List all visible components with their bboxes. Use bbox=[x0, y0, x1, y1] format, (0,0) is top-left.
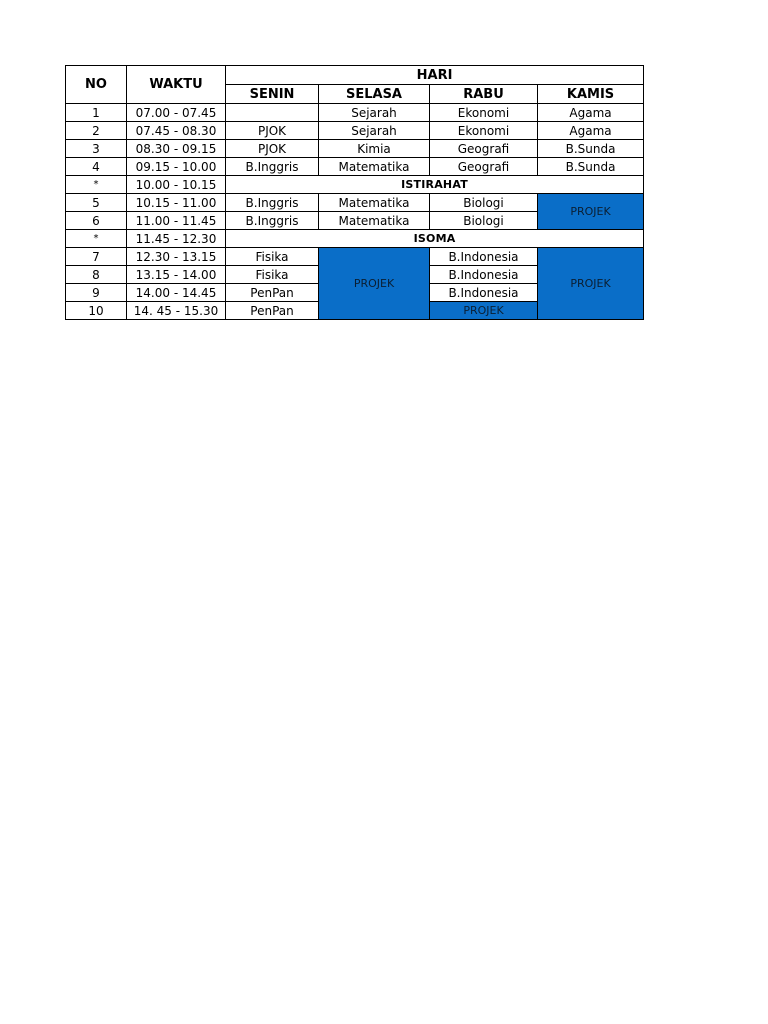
cell-no: * bbox=[66, 176, 127, 194]
table-row bbox=[66, 158, 644, 176]
cell-rabu: Ekonomi bbox=[430, 122, 538, 140]
cell-senin: PenPan bbox=[226, 284, 319, 302]
cell-waktu: 13.15 - 14.00 bbox=[127, 266, 226, 284]
table-row bbox=[66, 122, 644, 140]
cell-no: 4 bbox=[66, 158, 127, 176]
cell-senin bbox=[226, 104, 319, 122]
cell-rabu: B.Indonesia bbox=[430, 266, 538, 284]
cell-rabu: Geografi bbox=[430, 158, 538, 176]
cell-rabu: Ekonomi bbox=[430, 104, 538, 122]
cell-waktu: 10.00 - 10.15 bbox=[127, 176, 226, 194]
cell-no: 7 bbox=[66, 248, 127, 266]
header-selasa: SELASA bbox=[319, 85, 430, 104]
cell-senin: PJOK bbox=[226, 140, 319, 158]
cell-waktu: 09.15 - 10.00 bbox=[127, 158, 226, 176]
cell-kamis: B.Sunda bbox=[538, 140, 644, 158]
cell-kamis: Agama bbox=[538, 104, 644, 122]
schedule-table bbox=[65, 65, 644, 320]
cell-rabu: Geografi bbox=[430, 140, 538, 158]
cell-selasa: Matematika bbox=[319, 212, 430, 230]
cell-waktu: 07.45 - 08.30 bbox=[127, 122, 226, 140]
cell-projek-selasa: PROJEK bbox=[319, 248, 430, 320]
cell-selasa: Matematika bbox=[319, 158, 430, 176]
cell-rabu: B.Indonesia bbox=[430, 248, 538, 266]
cell-no: 10 bbox=[66, 302, 127, 320]
cell-rabu: Biologi bbox=[430, 212, 538, 230]
cell-waktu: 11.00 - 11.45 bbox=[127, 212, 226, 230]
table-row bbox=[66, 140, 644, 158]
break-row bbox=[66, 230, 644, 248]
cell-no: 8 bbox=[66, 266, 127, 284]
cell-no: 3 bbox=[66, 140, 127, 158]
cell-rabu: Biologi bbox=[430, 194, 538, 212]
cell-waktu: 07.00 - 07.45 bbox=[127, 104, 226, 122]
cell-no: 2 bbox=[66, 122, 127, 140]
cell-no: * bbox=[66, 230, 127, 248]
cell-waktu: 14.00 - 14.45 bbox=[127, 284, 226, 302]
cell-no: 1 bbox=[66, 104, 127, 122]
break-label-isoma: ISOMA bbox=[226, 230, 644, 248]
break-label-istirahat: ISTIRAHAT bbox=[226, 176, 644, 194]
header-waktu: WAKTU bbox=[127, 66, 226, 104]
cell-projek-kamis-afternoon: PROJEK bbox=[538, 248, 644, 320]
cell-senin: PJOK bbox=[226, 122, 319, 140]
cell-senin: B.Inggris bbox=[226, 212, 319, 230]
cell-waktu: 14. 45 - 15.30 bbox=[127, 302, 226, 320]
header-no: NO bbox=[66, 66, 127, 104]
cell-waktu: 11.45 - 12.30 bbox=[127, 230, 226, 248]
cell-senin: PenPan bbox=[226, 302, 319, 320]
cell-no: 6 bbox=[66, 212, 127, 230]
cell-waktu: 08.30 - 09.15 bbox=[127, 140, 226, 158]
header-senin: SENIN bbox=[226, 85, 319, 104]
cell-senin: B.Inggris bbox=[226, 194, 319, 212]
cell-senin: B.Inggris bbox=[226, 158, 319, 176]
cell-senin: Fisika bbox=[226, 266, 319, 284]
cell-waktu: 12.30 - 13.15 bbox=[127, 248, 226, 266]
cell-selasa: Kimia bbox=[319, 140, 430, 158]
break-row bbox=[66, 176, 644, 194]
header-kamis: KAMIS bbox=[538, 85, 644, 104]
header-rabu: RABU bbox=[430, 85, 538, 104]
cell-no: 5 bbox=[66, 194, 127, 212]
cell-selasa: Sejarah bbox=[319, 122, 430, 140]
table-row bbox=[66, 104, 644, 122]
table-row bbox=[66, 194, 644, 212]
cell-projek-kamis-morning: PROJEK bbox=[538, 194, 644, 230]
header-hari: HARI bbox=[226, 66, 644, 85]
cell-kamis: Agama bbox=[538, 122, 644, 140]
cell-selasa: Matematika bbox=[319, 194, 430, 212]
table-row bbox=[66, 248, 644, 266]
cell-projek-rabu: PROJEK bbox=[430, 302, 538, 320]
cell-waktu: 10.15 - 11.00 bbox=[127, 194, 226, 212]
header-row-top bbox=[66, 66, 644, 85]
cell-selasa: Sejarah bbox=[319, 104, 430, 122]
cell-rabu: B.Indonesia bbox=[430, 284, 538, 302]
cell-senin: Fisika bbox=[226, 248, 319, 266]
cell-no: 9 bbox=[66, 284, 127, 302]
cell-kamis: B.Sunda bbox=[538, 158, 644, 176]
